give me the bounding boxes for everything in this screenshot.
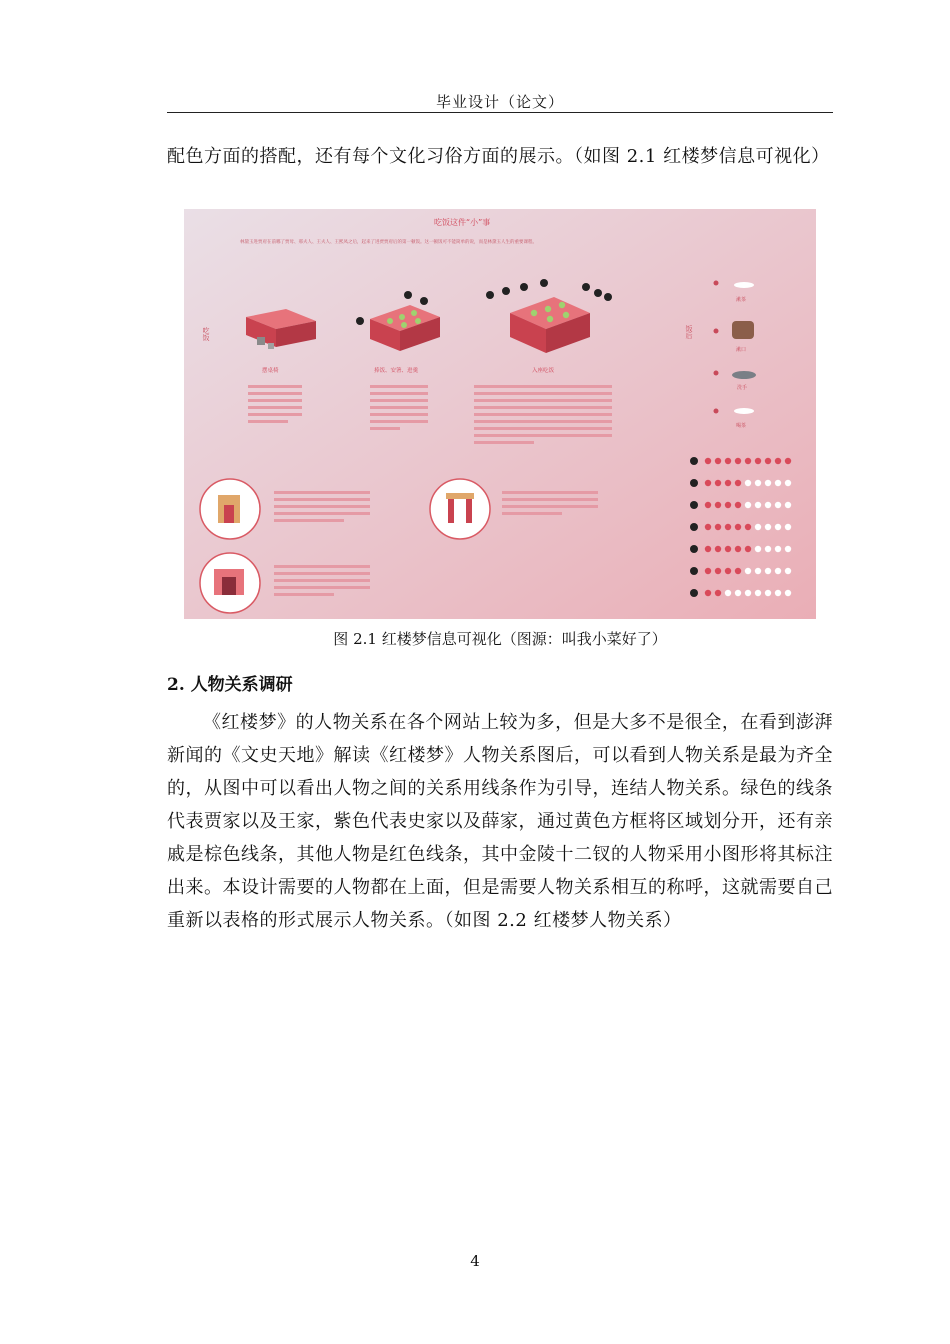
rating-avatar bbox=[690, 457, 698, 465]
figure-title: 吃饭这件“小”事 bbox=[434, 218, 491, 227]
rating-dot bbox=[735, 480, 741, 486]
rating-dot bbox=[785, 524, 791, 530]
rating-dot bbox=[735, 568, 741, 574]
rating-dot bbox=[755, 590, 761, 596]
figure-2-1 bbox=[184, 209, 816, 619]
rating-dot bbox=[755, 458, 761, 464]
rating-dot bbox=[705, 502, 711, 508]
rating-dot bbox=[725, 546, 731, 552]
rating-dot bbox=[755, 502, 761, 508]
rating-dot bbox=[785, 480, 791, 486]
rating-dot bbox=[705, 524, 711, 530]
rating-dot bbox=[705, 590, 711, 596]
page-number: 4 bbox=[470, 1252, 480, 1270]
rating-dot bbox=[725, 458, 731, 464]
rating-dot bbox=[745, 524, 751, 530]
figure-intro: 林黛玉进贾府在前哪了贾母、邢夫人、王夫人、王熙凤之后，起来了进贾贾府后的第一顿饭。这一顿饭可不能简单的说，而是林黛玉人生的重要课程。 bbox=[240, 240, 537, 245]
rating-dot bbox=[735, 590, 741, 596]
rating-dot bbox=[775, 458, 781, 464]
rating-dot bbox=[785, 590, 791, 596]
rating-dot bbox=[715, 480, 721, 486]
rating-dot bbox=[775, 502, 781, 508]
rating-dot bbox=[765, 590, 771, 596]
rating-dot bbox=[715, 502, 721, 508]
rating-dot bbox=[745, 568, 751, 574]
rating-dot bbox=[705, 546, 711, 552]
rating-dot bbox=[725, 502, 731, 508]
rating-dot bbox=[755, 568, 761, 574]
rating-dot bbox=[715, 546, 721, 552]
rating-dot bbox=[735, 458, 741, 464]
rating-dot bbox=[785, 568, 791, 574]
rating-dot bbox=[765, 546, 771, 552]
gate-illustration-1 bbox=[200, 479, 260, 539]
rating-dot bbox=[725, 590, 731, 596]
rating-dot bbox=[765, 568, 771, 574]
step-label-1: 摆桌椅 bbox=[262, 368, 279, 374]
figure-caption: 图 2.1 红楼梦信息可视化（图源：叫我小菜好了） bbox=[333, 630, 667, 648]
paragraph-2: 《红楼梦》的人物关系在各个网站上较为多，但是大多不是很全，在看到澎湃新闻的《文史天地》解读《红楼梦》人物关系图后，可以看到人物关系是最为齐全的，从图中可以看出人物之间的关系用线条作为引导，连结人物关系。绿色的线条代表贾家以及王家，紫色代表史家以及薛家，通过黄色方框将区域划分开，还有亲戚是棕色线条，其他人物是红色线条，其中金陵十二钗的人物采用小图形将其标注出来。本设计需要的人物都在上面，但是需要人物关系相互的称呼，这就需要自己重新以表格的形式展示人物关系。（如图 2.2 红楼梦人物关系） bbox=[167, 712, 833, 931]
rating-dot bbox=[735, 524, 741, 530]
rating-dot bbox=[755, 546, 761, 552]
rating-dot bbox=[715, 524, 721, 530]
rating-dot bbox=[785, 458, 791, 464]
rating-dot bbox=[745, 480, 751, 486]
rating-dot bbox=[775, 546, 781, 552]
step-label-2: 捧饭、安箸、进羹 bbox=[374, 368, 419, 374]
rating-dot bbox=[785, 502, 791, 508]
rating-dot bbox=[705, 480, 711, 486]
rating-avatar bbox=[690, 501, 698, 509]
page-header-title: 毕业设计（论文） bbox=[435, 93, 564, 111]
rating-dot bbox=[715, 590, 721, 596]
after-meal-item-4: 喝茶 bbox=[736, 423, 747, 429]
header-rule bbox=[167, 112, 833, 113]
rating-dot bbox=[725, 524, 731, 530]
rating-dot bbox=[745, 546, 751, 552]
rating-dot bbox=[755, 480, 761, 486]
rating-dot bbox=[735, 546, 741, 552]
rating-avatar bbox=[690, 589, 698, 597]
rating-dot bbox=[785, 546, 791, 552]
rating-avatar bbox=[690, 545, 698, 553]
rating-dot bbox=[765, 458, 771, 464]
rating-avatar bbox=[690, 479, 698, 487]
after-meal-item-1: 漱茶 bbox=[736, 297, 747, 303]
rating-dot bbox=[735, 502, 741, 508]
rating-dot bbox=[725, 568, 731, 574]
rating-dot bbox=[755, 524, 761, 530]
gate-illustration-2 bbox=[430, 479, 490, 539]
rating-dot bbox=[775, 590, 781, 596]
side-label-left: 吃饭 bbox=[202, 327, 210, 341]
gate-illustration-3 bbox=[200, 553, 260, 613]
rating-dot bbox=[705, 458, 711, 464]
rating-dot bbox=[745, 502, 751, 508]
rating-dot bbox=[775, 480, 781, 486]
rating-dot bbox=[745, 458, 751, 464]
after-meal-item-3: 洗手 bbox=[737, 385, 748, 391]
side-label-right: 饭后 bbox=[685, 325, 693, 339]
rating-dot bbox=[765, 480, 771, 486]
rating-dot bbox=[745, 590, 751, 596]
step-label-3: 入座吃饭 bbox=[532, 368, 555, 374]
rating-dot bbox=[705, 568, 711, 574]
rating-avatar bbox=[690, 567, 698, 575]
rating-dot bbox=[725, 480, 731, 486]
rating-dot bbox=[715, 568, 721, 574]
rating-dot bbox=[765, 524, 771, 530]
after-meal-item-2: 漱口 bbox=[736, 347, 747, 353]
infographic-image bbox=[184, 209, 816, 619]
paragraph-1: 配色方面的搭配，还有每个文化习俗方面的展示。（如图 2.1 红楼梦信息可视化） bbox=[167, 146, 830, 167]
rating-dot bbox=[765, 502, 771, 508]
section-heading: 2. 人物关系调研 bbox=[167, 675, 293, 695]
rating-dot bbox=[775, 524, 781, 530]
rating-avatar bbox=[690, 523, 698, 531]
rating-dot bbox=[775, 568, 781, 574]
rating-dot bbox=[715, 458, 721, 464]
